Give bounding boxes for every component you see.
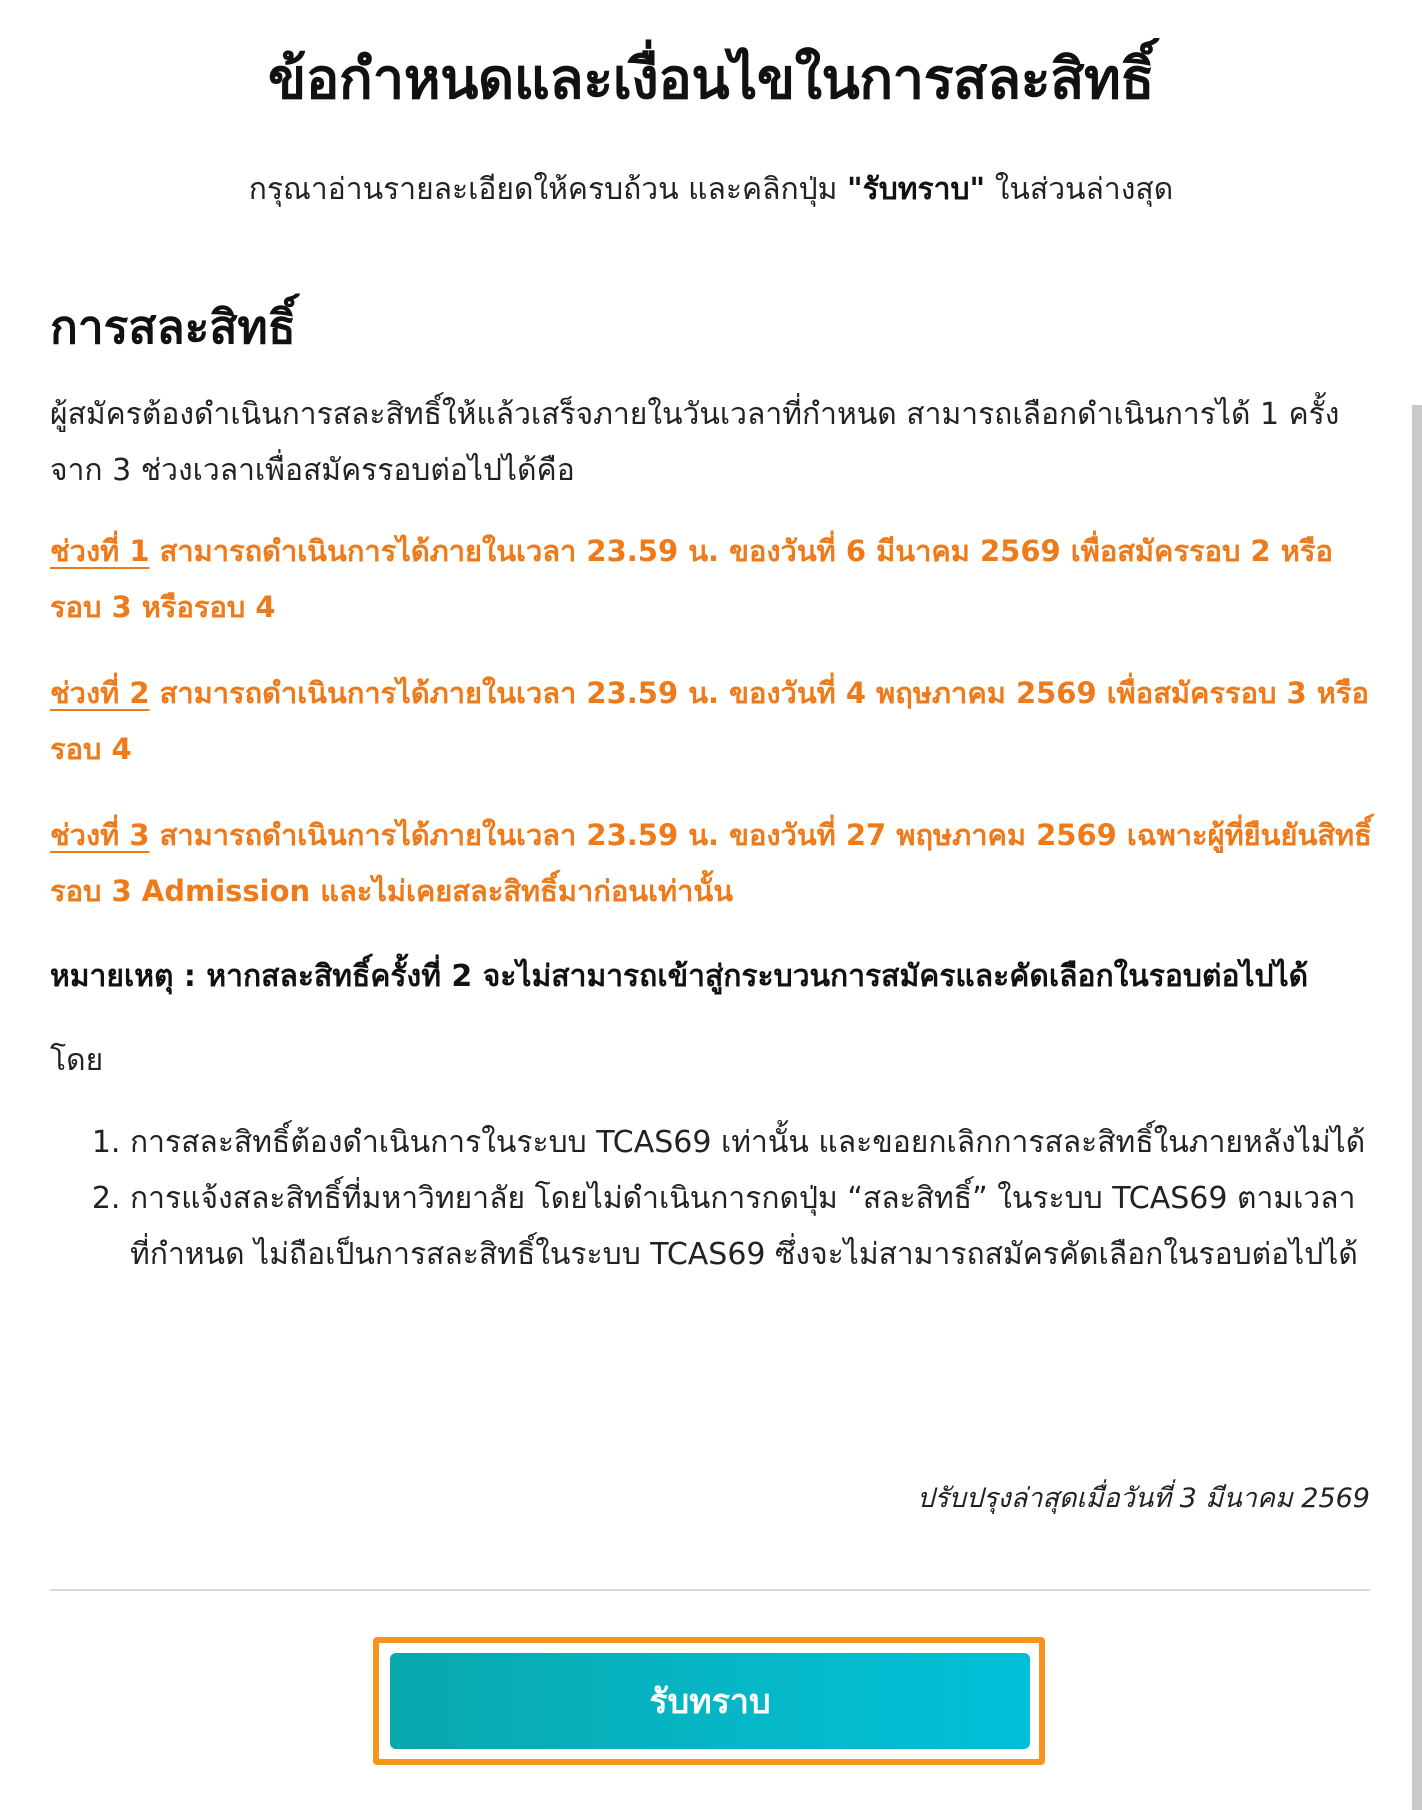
note-text: หมายเหตุ : หากสละสิทธิ์ครั้งที่ 2 จะไม่สามารถเข้าสู่กระบวนการสมัครและคัดเลือกในรอบต่อไปได้ — [50, 959, 1309, 994]
period-3-label[interactable]: ช่วงที่ 3 — [50, 818, 150, 852]
rules-list — [50, 1115, 1372, 1283]
page-subtitle — [0, 166, 1422, 214]
period-1 — [50, 523, 1372, 635]
rule-item-2: 2. การแจ้งสละสิทธิ์ที่มหาวิทยาลัย โดยไม่ดำเนินการกดปุ่ม “สละสิทธิ์” ในระบบ TCAS69 ตามเวลาที่กำหนด ไม่ถือเป็นการสละสิทธิ์ในระบบ TCAS69 ซึ่งจะไม่สามารถสมัครคัดเลือกในรอบต่อไปได้ — [130, 1171, 1372, 1283]
period-2 — [50, 665, 1372, 777]
period-2-text: สามารถดำเนินการได้ภายในเวลา 23.59 น. ของวันที่ 4 พฤษภาคม 2569 เพื่อสมัครรอบ 3 หรือรอบ 4 — [50, 676, 1369, 766]
page-title: ข้อกำหนดและเงื่อนไขในการสละสิทธิ์ — [267, 47, 1155, 112]
subtitle-prefix: กรุณาอ่านรายละเอียดให้ครบถ้วน และคลิกปุ่ม — [248, 172, 847, 207]
by-text: โดย — [50, 1043, 104, 1078]
rule-item-1: 1. การสละสิทธิ์ต้องดำเนินการในระบบ TCAS69 เท่านั้น และขอยกเลิกการสละสิทธิ์ในภายหลังไม่ได้ — [130, 1115, 1372, 1171]
subtitle-suffix: ในส่วนล่างสุด — [985, 172, 1174, 207]
section-heading: การสละสิทธิ์ — [50, 300, 296, 354]
period-1-text: สามารถดำเนินการได้ภายในเวลา 23.59 น. ของวันที่ 6 มีนาคม 2569 เพื่อสมัครรอบ 2 หรือรอบ 3 หรือรอบ 4 — [50, 534, 1333, 624]
period-3 — [50, 807, 1372, 919]
scrollbar[interactable] — [1412, 405, 1422, 1810]
subtitle-emphasis: "รับทราบ" — [846, 172, 986, 207]
last-updated: ปรับปรุงล่าสุดเมื่อวันที่ 3 มีนาคม 2569 — [917, 1483, 1370, 1514]
period-1-label[interactable]: ช่วงที่ 1 — [50, 534, 150, 568]
intro-paragraph: ผู้สมัครต้องดำเนินการสละสิทธิ์ให้แล้วเสร็จภายในวันเวลาที่กำหนด สามารถเลือกดำเนินการได้ 1 ครั้งจาก 3 ช่วงเวลาเพื่อสมัครรอบต่อไปได้คือ — [50, 397, 1340, 488]
terms-content — [50, 295, 1372, 1283]
period-2-label[interactable]: ช่วงที่ 2 — [50, 676, 150, 710]
acknowledge-button[interactable]: รับทราบ — [390, 1653, 1030, 1749]
period-3-text: สามารถดำเนินการได้ภายในเวลา 23.59 น. ของวันที่ 27 พฤษภาคม 2569 เฉพาะผู้ที่ยืนยันสิทธิ์รอบ 3 Admission และไม่เคยสละสิทธิ์มาก่อนเท่านั้น — [50, 818, 1372, 908]
divider — [50, 1589, 1370, 1591]
